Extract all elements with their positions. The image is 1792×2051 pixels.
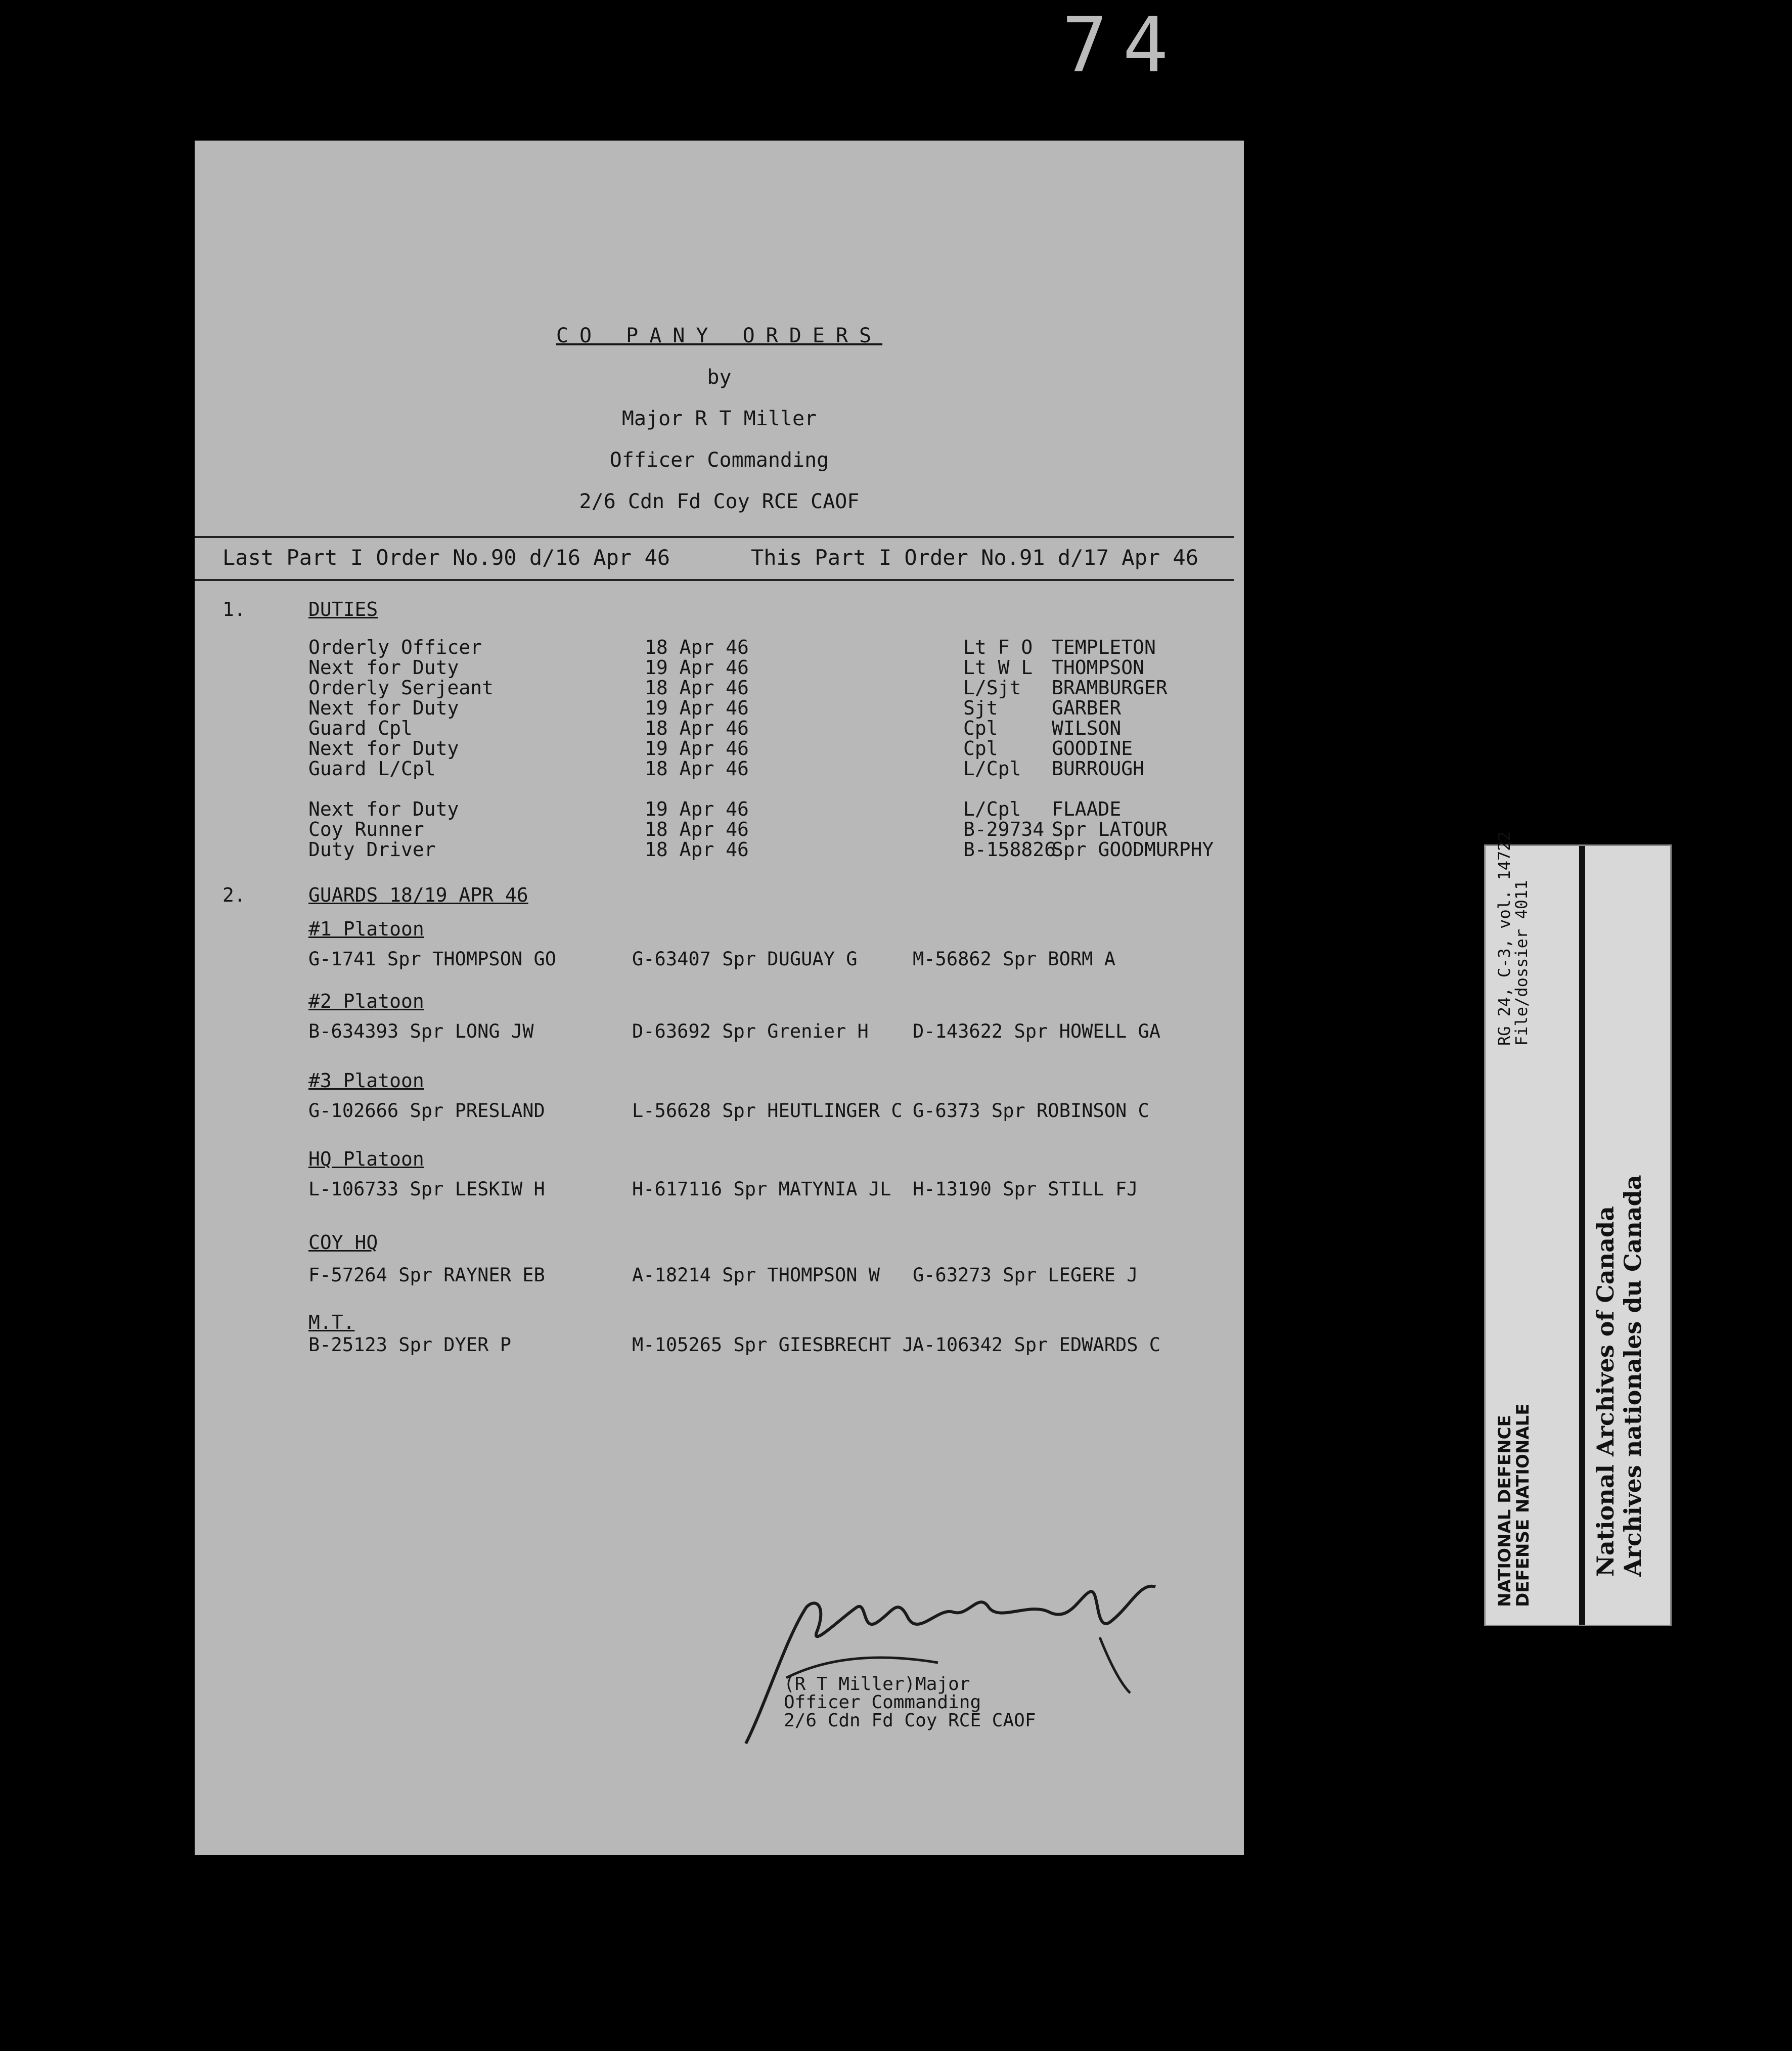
guard-entry: G-102666 Spr PRESLAND	[308, 1100, 545, 1122]
duty-role: Next for Duty	[308, 798, 459, 820]
signature-line-3: 2/6 Cdn Fd Coy RCE CAOF	[784, 1710, 1036, 1731]
archive-stamp	[1484, 831, 1672, 1626]
guard-group-heading: #2 Platoon	[308, 990, 424, 1012]
duty-role: Duty Driver	[308, 838, 436, 861]
guard-entry: F-57264 Spr RAYNER EB	[308, 1264, 545, 1286]
handwritten-signature	[726, 1577, 1181, 1759]
guard-entry: H-13190 Spr STILL FJ	[913, 1178, 1138, 1200]
duty-role: Next for Duty	[308, 656, 459, 679]
duty-rank: Cpl	[963, 717, 998, 739]
duty-rank: B-29734	[963, 818, 1045, 840]
stamp-divider	[1579, 846, 1585, 1625]
guard-entry: D-63692 Spr Grenier H	[632, 1020, 869, 1042]
guard-entry: A-18214 Spr THOMPSON W	[632, 1264, 880, 1286]
signature-line-1: (R T Miller)Major	[784, 1674, 970, 1695]
stamp-reference-file: File/dossier 4011	[1512, 880, 1531, 1046]
guard-group-heading: COY HQ	[308, 1231, 378, 1254]
duty-rank: Lt F O	[963, 636, 1033, 658]
guard-entry: M-105265 Spr GIESBRECHT J	[632, 1334, 914, 1356]
guard-group-heading: HQ Platoon	[308, 1148, 424, 1170]
stamp-archives-en: National Archives of Canada	[1592, 1206, 1619, 1577]
by-line: by	[707, 366, 732, 389]
guard-entry: L-56628 Spr HEUTLINGER C	[632, 1100, 903, 1122]
commander-position: Officer Commanding	[609, 449, 829, 472]
stamp-reference-volume: RG 24, C-3, vol. 14722	[1495, 831, 1514, 1046]
section-2-number: 2.	[222, 884, 246, 906]
duty-date: 19 Apr 46	[645, 697, 749, 719]
signature-line-2: Officer Commanding	[784, 1692, 981, 1713]
duty-name: THOMPSON	[1052, 656, 1145, 679]
duty-date: 19 Apr 46	[645, 737, 749, 760]
guard-group-heading: #1 Platoon	[308, 918, 424, 940]
guard-entry: B-634393 Spr LONG JW	[308, 1020, 534, 1042]
duty-name: WILSON	[1052, 717, 1122, 739]
duty-rank: Cpl	[963, 737, 998, 760]
duty-role: Next for Duty	[308, 697, 459, 719]
duty-date: 18 Apr 46	[645, 717, 749, 739]
duty-rank: Lt W L	[963, 656, 1033, 679]
duty-name: Spr GOODMURPHY	[1052, 838, 1214, 861]
duty-role: Next for Duty	[308, 737, 459, 760]
duty-rank: L/Sjt	[963, 677, 1021, 699]
stamp-archives-name	[1592, 1175, 1646, 1577]
bottom-rule	[195, 579, 1234, 581]
last-order: Last Part I Order No.90 d/16 Apr 46	[222, 545, 670, 570]
duty-rank: B-158826	[963, 838, 1056, 861]
frame-number: 74	[1062, 2, 1184, 90]
duty-name: BURROUGH	[1052, 757, 1145, 780]
duty-role: Orderly Serjeant	[308, 677, 494, 699]
section-2-heading: GUARDS 18/19 APR 46	[308, 884, 528, 906]
duty-role: Orderly Officer	[308, 636, 482, 658]
section-1-heading: DUTIES	[308, 598, 378, 620]
guard-entry: B-25123 Spr DYER P	[308, 1334, 511, 1356]
duty-rank: Sjt	[963, 697, 998, 719]
stamp-department-en: NATIONAL DEFENCE	[1495, 1415, 1515, 1607]
duty-rank: L/Cpl	[963, 757, 1021, 780]
duty-name: Spr LATOUR	[1052, 818, 1168, 840]
duty-name: GOODINE	[1052, 737, 1133, 760]
order-line	[222, 545, 1198, 570]
duty-name: TEMPLETON	[1052, 636, 1156, 658]
guard-entry: A-106342 Spr EDWARDS C	[913, 1334, 1161, 1356]
duty-date: 19 Apr 46	[645, 656, 749, 679]
stamp-department	[1496, 1404, 1532, 1607]
signature-block	[784, 1675, 1036, 1730]
section-1-number: 1.	[222, 598, 246, 620]
top-rule	[195, 536, 1234, 538]
stamp-department-fr: DEFENSE NATIONALE	[1513, 1403, 1533, 1607]
guard-entry: M-56862 Spr BORM A	[913, 948, 1115, 970]
stamp-reference	[1496, 831, 1530, 1046]
document-page	[195, 141, 1244, 1855]
duty-date: 18 Apr 46	[645, 818, 749, 840]
duty-name: BRAMBURGER	[1052, 677, 1168, 699]
title-block	[195, 315, 1244, 522]
duty-role: Guard Cpl	[308, 717, 413, 739]
guard-group-heading: M.T.	[308, 1311, 355, 1333]
guard-group-heading: #3 Platoon	[308, 1069, 424, 1092]
duty-date: 18 Apr 46	[645, 636, 749, 658]
guard-entry: D-143622 Spr HOWELL GA	[913, 1020, 1161, 1042]
duty-date: 18 Apr 46	[645, 757, 749, 780]
duty-name: FLAADE	[1052, 798, 1122, 820]
duty-name: GARBER	[1052, 697, 1122, 719]
stamp-archives-fr: Archives nationales du Canada	[1619, 1175, 1646, 1577]
commander-name: Major R T Miller	[621, 407, 817, 430]
duty-role: Guard L/Cpl	[308, 757, 436, 780]
guard-entry: G-63407 Spr DUGUAY G	[632, 948, 858, 970]
this-order: This Part I Order No.91 d/17 Apr 46	[750, 545, 1198, 570]
guard-entry: L-106733 Spr LESKIW H	[308, 1178, 545, 1200]
duty-rank: L/Cpl	[963, 798, 1021, 820]
duty-date: 18 Apr 46	[645, 677, 749, 699]
duty-date: 18 Apr 46	[645, 838, 749, 861]
document-title: CO PANY ORDERS	[556, 324, 883, 347]
guard-entry: G-63273 Spr LEGERE J	[913, 1264, 1138, 1286]
guard-entry: G-6373 Spr ROBINSON C	[913, 1100, 1149, 1122]
unit-name: 2/6 Cdn Fd Coy RCE CAOF	[579, 490, 860, 513]
duty-role: Coy Runner	[308, 818, 424, 840]
guard-entry: H-617116 Spr MATYNIA JL	[632, 1178, 891, 1200]
guard-entry: G-1741 Spr THOMPSON GO	[308, 948, 557, 970]
duty-date: 19 Apr 46	[645, 798, 749, 820]
